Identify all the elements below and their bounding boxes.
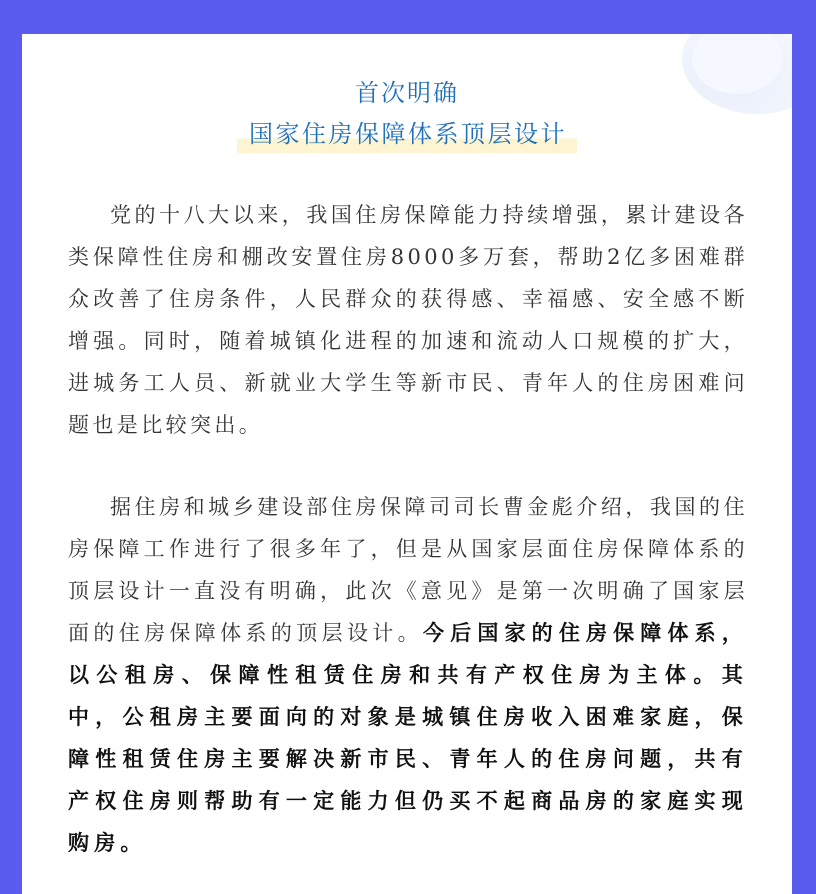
paragraph-2-normal: 据住房和城乡建设部住房保障司司长曹金彪介绍，我国的住房保障工作进行了很多年了，但是从国家层面住房保障体系的顶层设计一直没有明确，此次《意见》是第一次明确了国家层面的住房保障体系的顶层设计。 [68,495,748,645]
paragraph-2-bold: 今后国家的住房保障体系，以公租房、保障性租赁住房和共有产权住房为主体。其中，公租房主要面向的对象是城镇住房收入困难家庭，保障性租赁住房主要解决新市民、青年人的住房问题，共有产权住房则帮助有一定能力但仍买不起商品房的家庭实现购房。 [68,620,748,855]
article-title-line1: 首次明确 [355,79,459,107]
paragraph-1: 党的十八大以来，我国住房保障能力持续增强，累计建设各类保障性住房和棚改安置住房8000多万套，帮助2亿多困难群众改善了住房条件，人民群众的获得感、幸福感、安全感不断增强。同时，随着城镇化进程的加速和流动人口规模的扩大，进城务工人员、新就业大学生等新市民、青年人的住房困难问题也是比较突出。 [68,203,748,437]
paragraph-2 [68,486,748,864]
article-title-line2-wrap [22,119,792,153]
article-card [22,34,792,894]
article-title-line2: 国家住房保障体系顶层设计 [237,119,577,153]
